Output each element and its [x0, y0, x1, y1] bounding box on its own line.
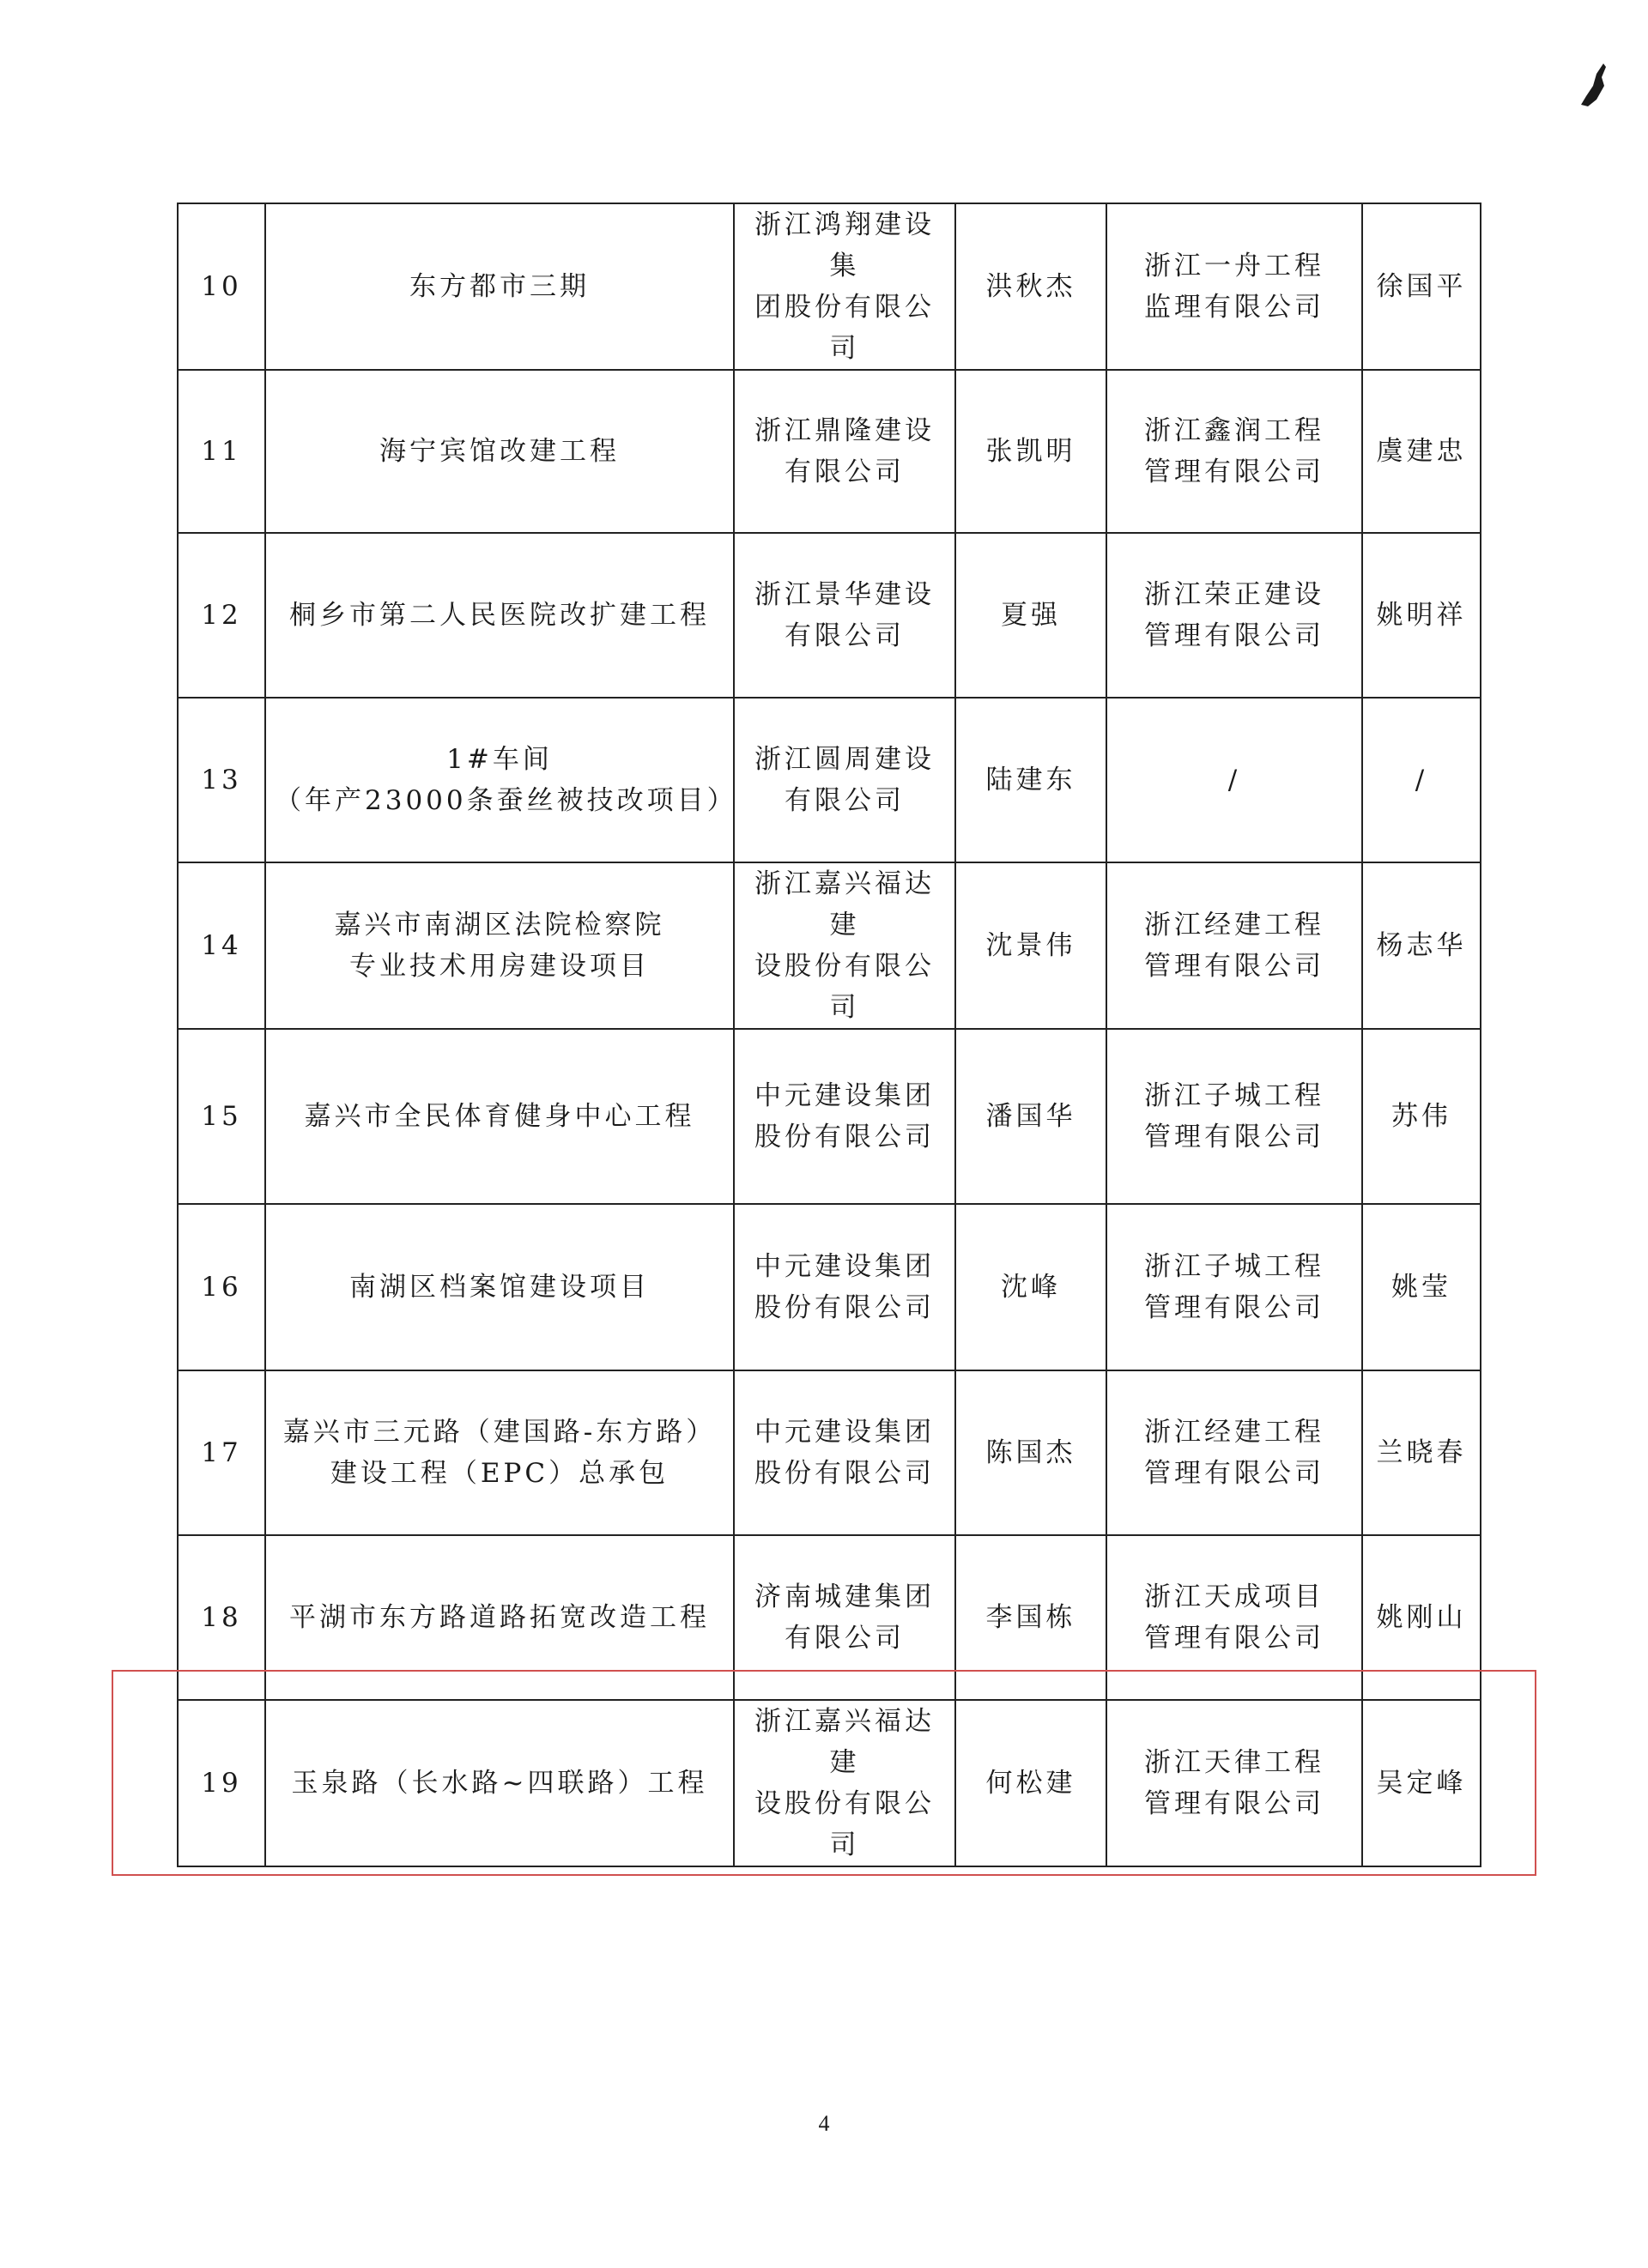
project-name-line: 嘉兴市全民体育健身中心工程: [304, 1101, 695, 1132]
supervision-company: [1106, 1204, 1362, 1370]
row-number: 15: [178, 1029, 265, 1204]
chief-supervisor: 虞建忠: [1362, 370, 1481, 533]
project-name-line: 1#车间: [446, 744, 553, 775]
project-name-line: 专业技术用房建设项目: [349, 951, 650, 982]
supervision-company-line: 浙江经建工程: [1144, 910, 1324, 940]
project-name: [265, 1029, 734, 1204]
project-table: [177, 203, 1481, 1867]
supervision-company-line: 管理有限公司: [1144, 1788, 1324, 1819]
contractor-company-line: 中元建设集团: [754, 1417, 935, 1448]
chief-supervisor: 兰晓春: [1362, 1370, 1481, 1535]
project-manager: 何松建: [955, 1700, 1106, 1866]
supervision-company-line: 浙江天律工程: [1144, 1747, 1324, 1778]
contractor-company-line: 浙江景华建设: [754, 579, 935, 610]
contractor-company-line: 有限公司: [785, 1623, 905, 1654]
contractor-company-line: 浙江圆周建设: [754, 744, 935, 775]
project-name: [265, 533, 734, 698]
supervision-company: [1106, 698, 1362, 862]
supervision-company-line: 管理有限公司: [1144, 951, 1324, 982]
row-number: 12: [178, 533, 265, 698]
table-row: [178, 1029, 1481, 1204]
contractor-company-line: 设股份有限公司: [754, 951, 935, 1023]
project-manager: 沈景伟: [955, 862, 1106, 1029]
contractor-company-line: 中元建设集团: [754, 1080, 935, 1111]
supervision-company-line: 管理有限公司: [1144, 1122, 1324, 1152]
supervision-company-line: 管理有限公司: [1144, 620, 1324, 651]
supervision-company: [1106, 862, 1362, 1029]
table-row: [178, 370, 1481, 533]
contractor-company-line: 浙江鼎隆建设: [754, 415, 935, 446]
supervision-company-line: 管理有限公司: [1144, 1458, 1324, 1489]
contractor-company-line: 中元建设集团: [754, 1251, 935, 1282]
chief-supervisor: 苏伟: [1362, 1029, 1481, 1204]
project-name-line: 平湖市东方路道路拓宽改造工程: [289, 1602, 710, 1633]
chief-supervisor: 姚明祥: [1362, 533, 1481, 698]
contractor-company-line: 浙江嘉兴福达建: [754, 868, 935, 940]
table-body: [178, 203, 1481, 1866]
row-number: 18: [178, 1535, 265, 1700]
contractor-company-line: 股份有限公司: [754, 1122, 935, 1152]
supervision-company: [1106, 370, 1362, 533]
project-name-line: 嘉兴市南湖区法院检察院: [334, 910, 665, 940]
project-name: [265, 862, 734, 1029]
supervision-company-line: 浙江子城工程: [1144, 1251, 1324, 1282]
supervision-company-line: 管理有限公司: [1144, 1292, 1324, 1323]
page-number: 4: [818, 2111, 830, 2136]
supervision-company-line: /: [1227, 765, 1241, 795]
table-row: [178, 1204, 1481, 1370]
contractor-company-line: 股份有限公司: [754, 1458, 935, 1489]
contractor-company-line: 浙江嘉兴福达建: [754, 1706, 935, 1778]
supervision-company-line: 浙江荣正建设: [1144, 579, 1324, 610]
supervision-company-line: 浙江经建工程: [1144, 1417, 1324, 1448]
contractor-company: [734, 1204, 955, 1370]
project-name-line: 东方都市三期: [409, 271, 590, 302]
project-name-line: 建设工程（EPC）总承包: [330, 1458, 670, 1489]
project-name: [265, 698, 737, 862]
contractor-company-line: 设股份有限公司: [754, 1788, 935, 1860]
supervision-company: [1106, 1370, 1362, 1535]
supervision-company-line: 管理有限公司: [1144, 1623, 1324, 1654]
project-name: [265, 203, 734, 370]
contractor-company-line: 股份有限公司: [754, 1292, 935, 1323]
supervision-company: [1106, 1029, 1362, 1204]
project-name-line: 桐乡市第二人民医院改扩建工程: [289, 600, 710, 631]
project-name-line: 海宁宾馆改建工程: [379, 436, 620, 467]
contractor-company-line: 济南城建集团: [754, 1582, 935, 1612]
contractor-company: [734, 533, 955, 698]
project-manager: 潘国华: [955, 1029, 1106, 1204]
contractor-company: [734, 203, 955, 370]
project-name-line: 玉泉路（长水路~四联路）工程: [291, 1768, 708, 1799]
project-manager: 陆建东: [955, 698, 1106, 862]
contractor-company-line: 团股份有限公司: [754, 292, 935, 364]
table-row: [178, 533, 1481, 698]
row-number: 17: [178, 1370, 265, 1535]
supervision-company: [1106, 203, 1362, 370]
row-number: 19: [178, 1700, 265, 1866]
row-number: 10: [178, 203, 265, 370]
chief-supervisor: 杨志华: [1362, 862, 1481, 1029]
project-manager: 李国栋: [955, 1535, 1106, 1700]
chief-supervisor: 姚刚山: [1362, 1535, 1481, 1700]
supervision-company-line: 监理有限公司: [1144, 292, 1324, 323]
project-name-line: 南湖区档案馆建设项目: [349, 1272, 650, 1303]
row-number: 11: [178, 370, 265, 533]
contractor-company-line: 浙江鸿翔建设集: [754, 209, 935, 281]
chief-supervisor: 徐国平: [1362, 203, 1481, 370]
contractor-company-line: 有限公司: [785, 457, 905, 487]
chief-supervisor: 姚莹: [1362, 1204, 1481, 1370]
highlight-box-row-19: [112, 1670, 1536, 1876]
project-name: [265, 1370, 734, 1535]
supervision-company-line: 浙江子城工程: [1144, 1080, 1324, 1111]
contractor-company: [734, 1370, 955, 1535]
ink-smudge-mark: [1578, 60, 1607, 112]
row-number: 13: [178, 698, 265, 862]
project-manager: 洪秋杰: [955, 203, 1106, 370]
supervision-company-line: 浙江一舟工程: [1144, 251, 1324, 281]
chief-supervisor: 吴定峰: [1362, 1700, 1481, 1866]
project-name: [265, 1204, 734, 1370]
row-number: 16: [178, 1204, 265, 1370]
table-row: [178, 203, 1481, 370]
contractor-company: [734, 862, 955, 1029]
contractor-company: [734, 370, 955, 533]
project-manager: 张凯明: [955, 370, 1106, 533]
chief-supervisor: /: [1362, 698, 1481, 862]
contractor-company: [734, 698, 955, 862]
project-manager: 陈国杰: [955, 1370, 1106, 1535]
supervision-company-line: 浙江鑫润工程: [1144, 415, 1324, 446]
supervision-company-line: 浙江天成项目: [1144, 1582, 1324, 1612]
table-row: [178, 698, 1481, 862]
project-name: [265, 370, 734, 533]
supervision-company-line: 管理有限公司: [1144, 457, 1324, 487]
contractor-company-line: 有限公司: [785, 785, 905, 816]
project-manager: 夏强: [955, 533, 1106, 698]
contractor-company: [734, 1029, 955, 1204]
project-name-line: （年产23000条蚕丝被技改项目）: [275, 785, 737, 816]
project-name-line: 嘉兴市三元路（建国路-东方路）: [282, 1417, 717, 1448]
table-row: [178, 862, 1481, 1029]
row-number: 14: [178, 862, 265, 1029]
supervision-company: [1106, 533, 1362, 698]
table-row: [178, 1370, 1481, 1535]
contractor-company-line: 有限公司: [785, 620, 905, 651]
project-manager: 沈峰: [955, 1204, 1106, 1370]
